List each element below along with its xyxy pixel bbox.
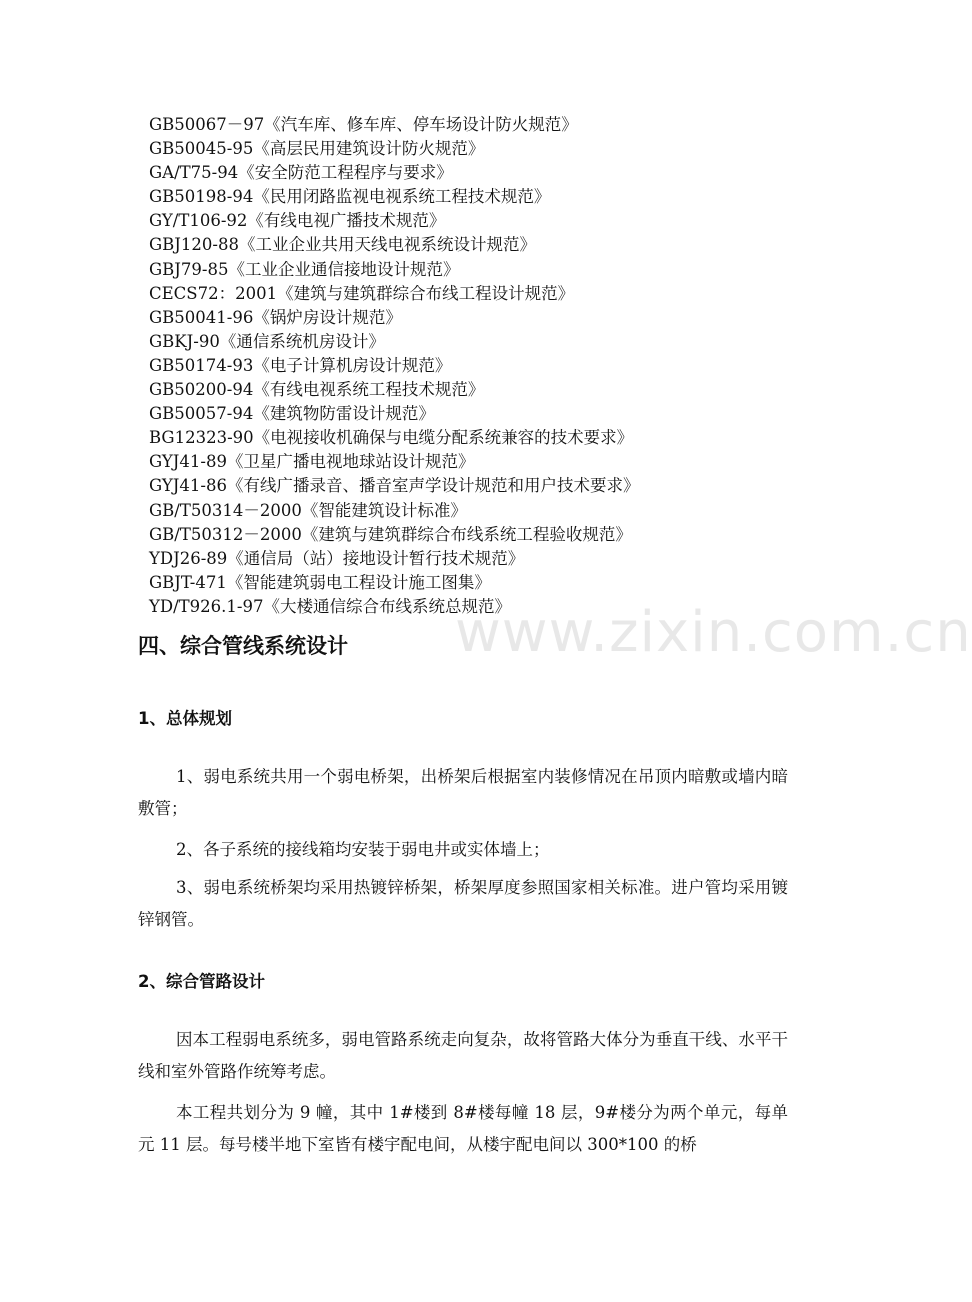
standard-item: GBKJ-90《通信系统机房设计》	[149, 331, 385, 351]
standard-item: GBJT-471《智能建筑弱电工程设计施工图集》	[149, 572, 491, 592]
paragraph: 本工程共划分为 9 幢，其中 1#楼到 8#楼每幢 18 层，9#楼分为两个单元，每单元 11 层。每号楼半地下室皆有楼宇配电间，从楼宇配电间以 300*100 的桥	[138, 1103, 788, 1154]
standard-item: GBJ120-88《工业企业共用天线电视系统设计规范》	[149, 235, 536, 255]
standard-item: GYJ41-89《卫星广播电视地球站设计规范》	[149, 452, 475, 472]
watermark: www.zixin.com.cn	[455, 600, 972, 665]
standard-item: GB50041-96《锅炉房设计规范》	[149, 307, 402, 327]
paragraph: 因本工程弱电系统多，弱电管路系统走向复杂，故将管路大体分为垂直干线、水平干线和室外管路作统筹考虑。	[138, 1030, 788, 1081]
standard-item: YDJ26-89《通信局（站）接地设计暂行技术规范》	[149, 548, 525, 568]
subsection-heading-overall-planning: 1、总体规划	[138, 709, 232, 728]
standard-item: GY/T106-92《有线电视广播技术规范》	[149, 211, 446, 231]
standard-item: YD/T926.1-97《大楼通信综合布线系统总规范》	[149, 596, 511, 616]
paragraph: 3、弱电系统桥架均采用热镀锌桥架，桥架厚度参照国家相关标准。进户管均采用镀锌钢管。	[138, 878, 788, 929]
paragraph: 1、弱电系统共用一个弱电桥架，出桥架后根据室内装修情况在吊顶内暗敷或墙内暗敷管；	[138, 767, 788, 818]
standard-item: GB/T50314－2000《智能建筑设计标准》	[149, 500, 467, 520]
standard-item: GA/T75-94《安全防范工程程序与要求》	[149, 163, 453, 183]
standard-item: GB50045-95《高层民用建筑设计防火规范》	[149, 139, 485, 159]
standard-item: GB50057-94《建筑物防雷设计规范》	[149, 404, 435, 424]
paragraph: 2、各子系统的接线箱均安装于弱电井或实体墙上；	[176, 840, 550, 859]
standard-item: GBJ79-85《工业企业通信接地设计规范》	[149, 259, 460, 279]
standard-item: BG12323-90《电视接收机确保与电缆分配系统兼容的技术要求》	[149, 428, 634, 448]
section-heading: 四、综合管线系统设计	[138, 634, 348, 658]
standard-item: GB50174-93《电子计算机房设计规范》	[149, 355, 452, 375]
standard-item: GB50200-94《有线电视系统工程技术规范》	[149, 380, 485, 400]
subsection-heading-pipeline-design: 2、综合管路设计	[138, 972, 265, 991]
standard-item: CECS72：2001《建筑与建筑群综合布线工程设计规范》	[149, 283, 575, 303]
standard-item: GB50198-94《民用闭路监视电视系统工程技术规范》	[149, 187, 551, 207]
standard-item: GYJ41-86《有线广播录音、播音室声学设计规范和用户技术要求》	[149, 476, 640, 496]
standards-list	[149, 113, 849, 619]
standard-item: GB/T50312－2000《建筑与建筑群综合布线系统工程验收规范》	[149, 524, 632, 544]
standard-item: GB50067－97《汽车库、修车库、停车场设计防火规范》	[149, 115, 578, 134]
